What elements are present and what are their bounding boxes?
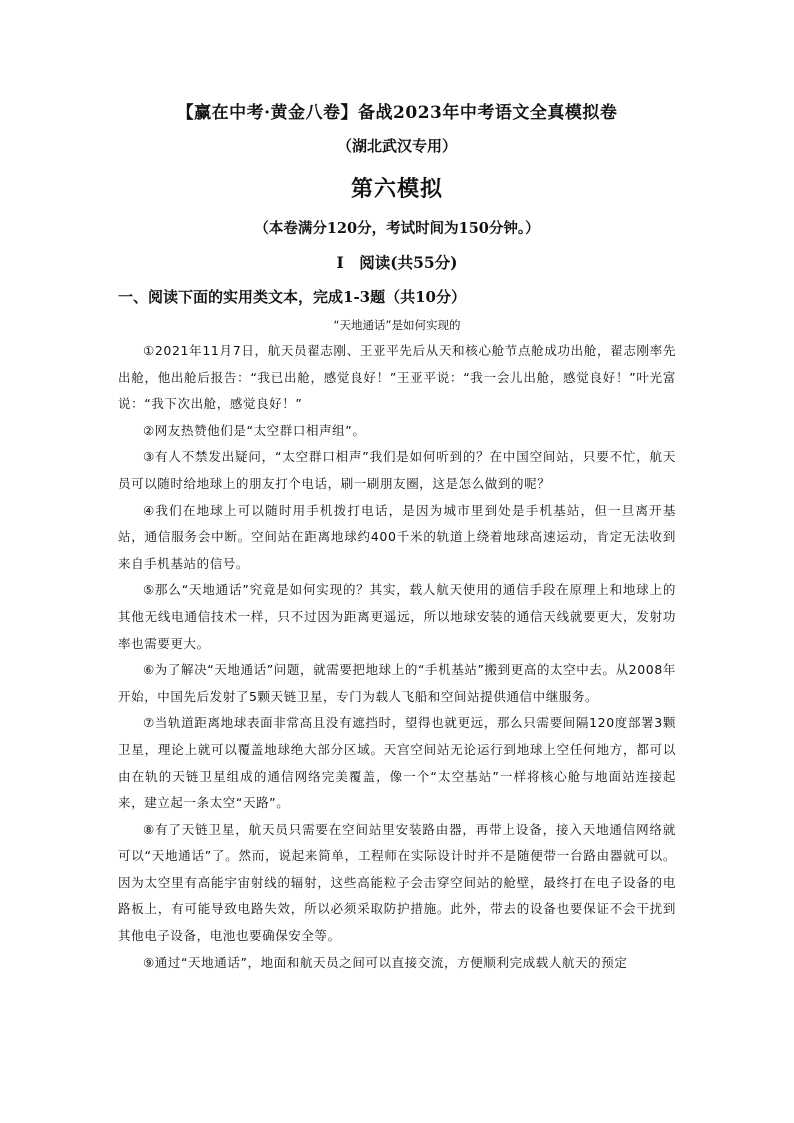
article-title: “天地通话”是如何实现的 xyxy=(333,318,461,332)
section-title: 一、阅读下面的实用类文本，完成1-3题（共10分） xyxy=(118,288,466,306)
paragraph-4: ④我们在地球上可以随时用手机拨打电话，是因为城市里到处是手机基站，但一旦离开基站，通信服务会中断。空间站在距离地球约400千米的轨道上绕着地球高速运动，肯定无法收到来自手机基站的信号。 xyxy=(118,502,676,571)
article-body xyxy=(118,338,676,976)
paragraph-5: ⑤那么“天地通话”究竟是如何实现的？其实，载人航天使用的通信手段在原理上和地球上的其他无线电通信技术一样，只不过因为距离更遥远，所以地球安装的通信天线就要更大，发射功率也需要更大。 xyxy=(118,582,676,651)
exam-subtitle: （湖北武汉专用） xyxy=(336,137,457,155)
paragraph-9: ⑨通过“天地通话”，地面和航天员之间可以直接交流，方便顺利完成载人航天的预定 xyxy=(143,954,628,970)
exam-title: 【赢在中考·黄金八卷】备战2023年中考语文全真模拟卷 xyxy=(176,103,618,123)
paragraph-2: ②网友热赞他们是“太空群口相声组”。 xyxy=(143,422,366,438)
exam-note: （本卷满分120分，考试时间为150分钟。） xyxy=(254,220,540,237)
mock-title: 第六模拟 xyxy=(350,177,443,202)
paragraph-7: ⑦当轨道距离地球表面非常高且没有遮挡时，望得也就更远，那么只需要间隔120度部署3颗卫星，理论上就可以覆盖地球绝大部分区域。天宫空间站无论运行到地球上空任何地方，都可以由在轨的天链卫星组成的通信网络完美覆盖，像一个“太空基站”一样将核心舱与地面站连接起来，建立起一条太空“天路”。 xyxy=(118,715,676,811)
paragraph-1: ①2021年11月7日，航天员翟志刚、王亚平先后从天和核心舱节点舱成功出舱，翟志刚率先出舱，他出舱后报告：“我已出舱，感觉良好！”王亚平说：“我一会儿出舱，感觉良好！”叶光富说：“我下次出舱，感觉良好！” xyxy=(118,343,676,412)
paragraph-8: ⑧有了天链卫星，航天员只需要在空间站里安装路由器，再带上设备，接入天地通信网络就可以“天地通话”了。然而，说起来简单，工程师在实际设计时并不是随便带一台路由器就可以。因为太空里有高能宇宙射线的辐射，这些高能粒子会击穿空间站的舱壁，最终打在电子设备的电路板上，有可能导致电路失效，所以必须采取防护措施。此外，带去的设备也要保证不会干扰到其他电子设备，电池也要确保安全等。 xyxy=(118,821,676,944)
paragraph-3: ③有人不禁发出疑问，“太空群口相声”我们是如何听到的？在中国空间站，只要不忙，航天员可以随时给地球上的朋友打个电话，刷一刷朋友圈，这是怎么做到的呢？ xyxy=(118,449,676,491)
paragraph-6: ⑥为了解决“天地通话”问题，就需要把地球上的“手机基站”搬到更高的太空中去。从2008年开始，中国先后发射了5颗天链卫星，专门为载人飞船和空间站提供通信中继服务。 xyxy=(118,662,676,704)
part-title: I 阅读(共55分) xyxy=(336,253,458,272)
